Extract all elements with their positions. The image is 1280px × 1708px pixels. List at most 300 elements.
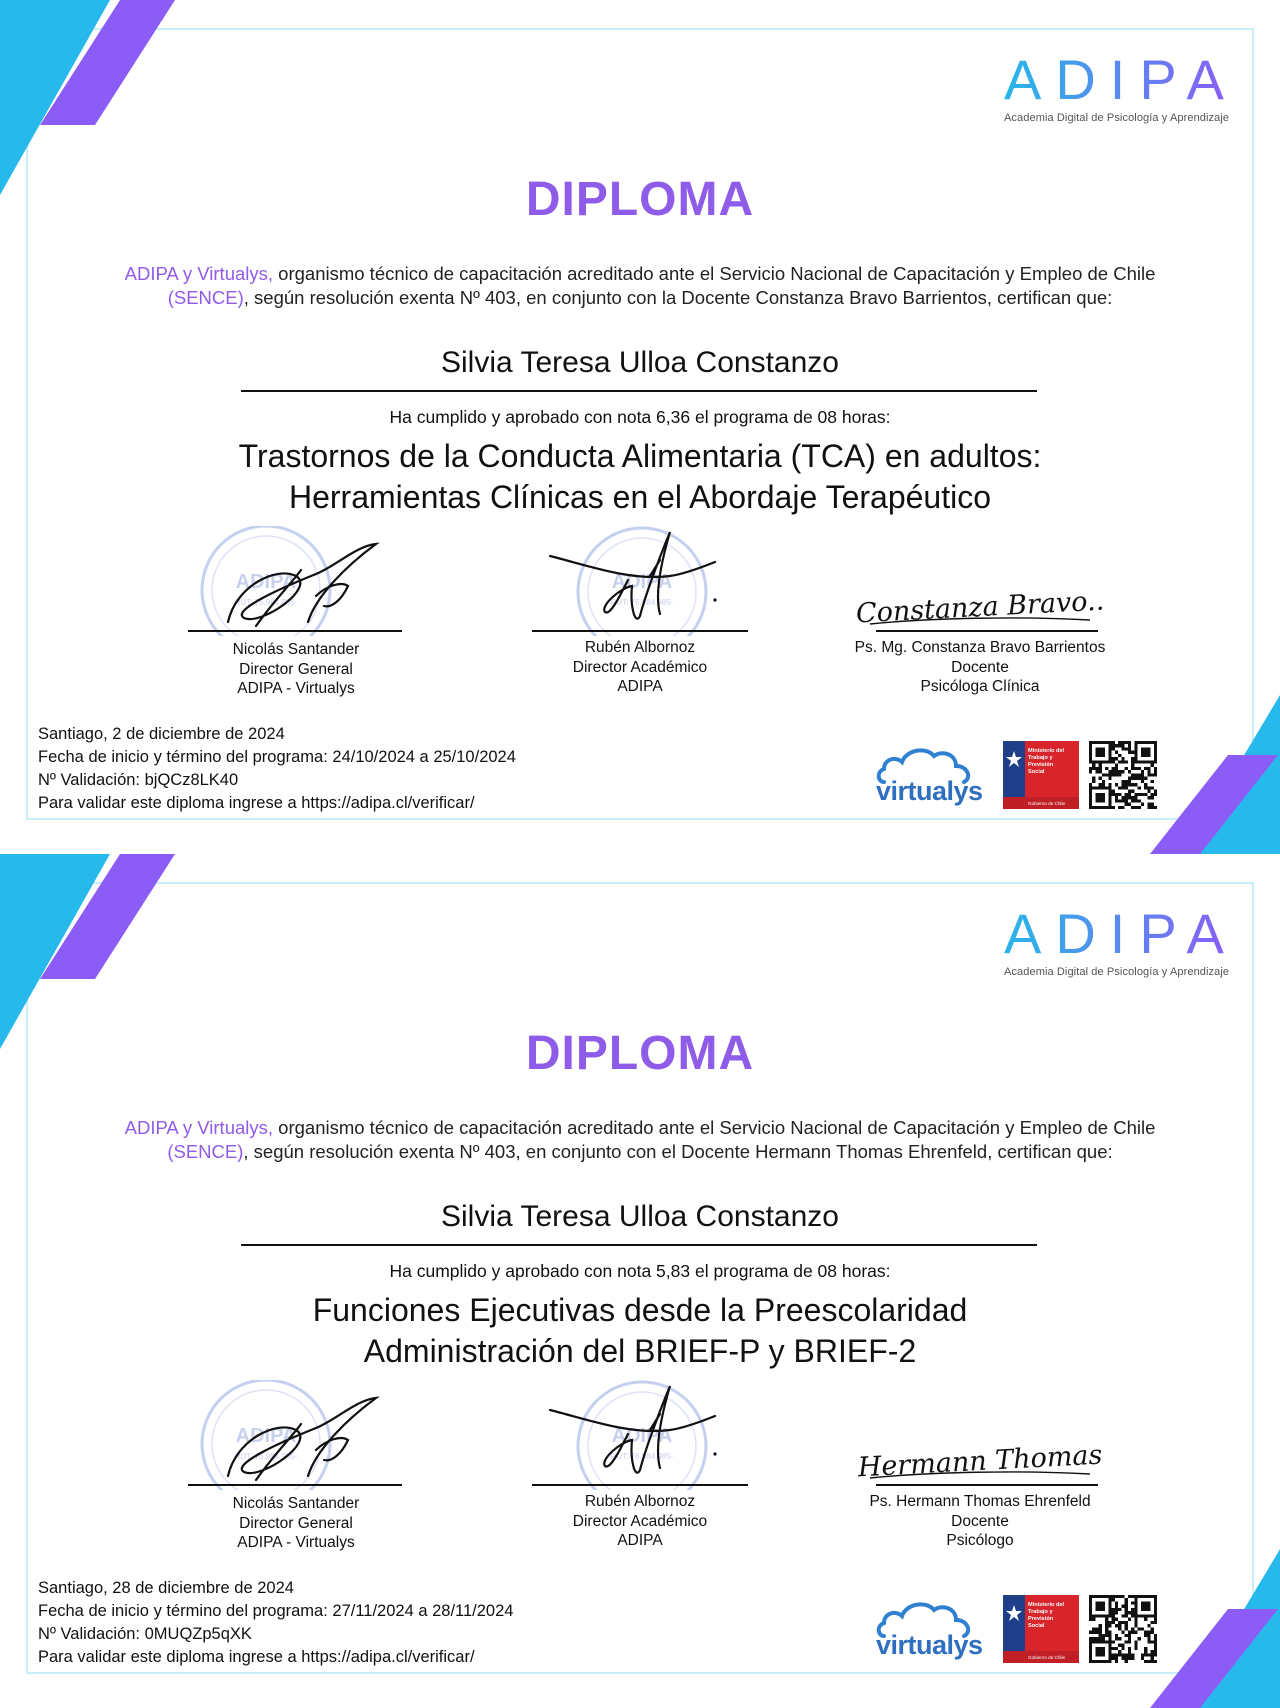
qr-module [1112,1598,1115,1601]
gobierno-de-chile-logo [1003,741,1079,809]
qr-module [1112,1653,1115,1656]
qr-module [1128,1650,1131,1653]
qr-module [1102,741,1105,744]
qr-module [1154,1595,1157,1598]
qr-module [1102,799,1105,802]
qr-module [1125,793,1128,796]
qr-module [1112,1657,1115,1660]
qr-module [1092,1660,1095,1663]
qr-module [1095,1614,1098,1617]
qr-module [1089,1653,1092,1656]
qr-module [1118,1650,1121,1653]
qr-module [1089,1657,1092,1660]
qr-module [1108,790,1111,793]
qr-module [1118,741,1121,744]
qr-module [1108,770,1111,773]
qr-module [1144,741,1147,744]
qr-module [1092,1640,1095,1643]
qr-module [1131,1631,1134,1634]
qr-module [1115,796,1118,799]
qr-module [1141,777,1144,780]
qr-module [1089,1598,1092,1601]
grade-suffix: el programa de 08 horas: [690,407,891,427]
qr-module [1108,760,1111,763]
qr-module [1128,744,1131,747]
qr-module [1092,786,1095,789]
qr-module [1105,1621,1108,1624]
qr-module [1125,760,1128,763]
qr-module [1102,786,1105,789]
qr-module [1138,777,1141,780]
qr-module [1125,741,1128,744]
qr-module [1089,770,1092,773]
qr-module [1099,770,1102,773]
qr-module [1134,744,1137,747]
signatory-2-role: Director Académico [572,658,708,676]
qr-module [1089,790,1092,793]
qr-module [1118,1653,1121,1656]
qr-module [1131,764,1134,767]
qr-module [1105,1640,1108,1643]
qr-module [1095,754,1098,757]
grade-value: 5,83 [656,1261,691,1281]
qr-module [1151,1595,1154,1598]
qr-module [1147,803,1150,806]
qr-module [1095,793,1098,796]
qr-module [1131,1611,1134,1614]
qr-module [1099,760,1102,763]
qr-module [1108,1624,1111,1627]
qr-module [1144,1595,1147,1598]
qr-module [1102,780,1105,783]
qr-module [1102,1647,1105,1650]
qr-module [1144,1614,1147,1617]
qr-module [1118,754,1121,757]
qr-module [1128,1611,1131,1614]
stamp-label-1: ADIPA [235,1425,297,1447]
signatory-3-name: Ps. Mg. Constanza Bravo Barrientos [854,639,1106,656]
qr-module [1089,760,1092,763]
qr-module [1118,760,1121,763]
stamp-label-1: ADIPA [235,571,297,593]
qr-module [1105,786,1108,789]
qr-module [1102,1640,1105,1643]
qr-module [1099,1624,1102,1627]
qr-module [1099,1601,1102,1604]
qr-module [1089,747,1092,750]
qr-module [1134,783,1137,786]
qr-module [1105,1627,1108,1630]
signature-rule-1 [188,1484,402,1486]
qr-module [1108,1640,1111,1643]
qr-module [1151,806,1154,809]
qr-module [1108,754,1111,757]
qr-module [1102,747,1105,750]
corner-decoration-top-left [0,854,230,1054]
qr-module [1108,744,1111,747]
qr-module [1154,806,1157,809]
gov-line-1: Ministerio del [1028,1602,1065,1608]
qr-module [1105,1595,1108,1598]
qr-module [1125,780,1128,783]
qr-module [1105,1660,1108,1663]
qr-module [1131,777,1134,780]
qr-module [1128,747,1131,750]
qr-module [1147,796,1150,799]
qr-module [1112,747,1115,750]
qr-module [1099,796,1102,799]
signatory-1-role: Director General [239,1514,353,1532]
qr-module [1138,793,1141,796]
qr-module [1141,803,1144,806]
qr-module [1131,1627,1134,1630]
qr-module [1115,751,1118,754]
qr-module [1134,1621,1137,1624]
student-name: Silvia Teresa Ulloa Constanzo [441,1200,839,1233]
qr-module [1147,773,1150,776]
qr-code-icon[interactable] [1089,1595,1157,1663]
footer-place-date: Santiago, 2 de diciembre de 2024 [38,725,285,743]
stamp-rut-1: RUT: 76.984.985- [234,598,298,607]
signatory-2-name: Rubén Albornoz [584,1493,696,1510]
intro-sence: (SENCE) [167,1141,244,1162]
signature-rule-2 [532,630,748,632]
qr-module [1118,1627,1121,1630]
qr-module [1125,799,1128,802]
qr-module [1121,1653,1124,1656]
course-title-line-2: Herramientas Clínicas en el Abordaje Terapéutico [288,479,991,515]
qr-module [1154,741,1157,744]
qr-module [1134,1598,1137,1601]
qr-module [1089,1660,1092,1663]
signatory-1-name: Nicolás Santander [232,641,360,658]
qr-module [1108,757,1111,760]
qr-module [1099,1605,1102,1608]
qr-module [1105,760,1108,763]
qr-module [1154,767,1157,770]
qr-module [1131,1614,1134,1617]
qr-module [1147,1595,1150,1598]
qr-module [1112,744,1115,747]
qr-module [1134,773,1137,776]
qr-module [1099,777,1102,780]
qr-module [1095,747,1098,750]
qr-module [1134,757,1137,760]
qr-module [1138,767,1141,770]
logo-wordmark: ADIPA [1004,902,1238,965]
qr-module [1099,1634,1102,1637]
qr-module [1095,741,1098,744]
qr-module [1141,1601,1144,1604]
qr-module [1128,790,1131,793]
intro-text-1: organismo técnico de capacitación acreditado ante el Servicio Nacional de Capacitación y Empleo de Chile [273,1117,1156,1138]
qr-module [1099,1608,1102,1611]
qr-module [1154,744,1157,747]
qr-module [1108,1598,1111,1601]
qr-module [1102,1660,1105,1663]
qr-module [1095,1637,1098,1640]
qr-module [1099,741,1102,744]
qr-module [1147,1660,1150,1663]
qr-module [1128,1647,1131,1650]
signature-rule-2 [532,1484,748,1486]
footer-program-dates: Fecha de inicio y término del programa: 27/11/2024 a 28/11/2024 [38,1602,514,1620]
qr-module [1131,1608,1134,1611]
qr-module [1131,799,1134,802]
qr-module [1108,783,1111,786]
qr-module [1095,786,1098,789]
qr-module [1108,747,1111,750]
qr-module [1102,1614,1105,1617]
qr-module [1118,1644,1121,1647]
qr-module [1151,1653,1154,1656]
qr-module [1147,1631,1150,1634]
qr-module [1108,1611,1111,1614]
qr-module [1092,806,1095,809]
qr-module [1134,806,1137,809]
qr-module [1134,1647,1137,1650]
qr-module [1134,1618,1137,1621]
qr-module [1089,744,1092,747]
qr-module [1115,783,1118,786]
qr-module [1144,754,1147,757]
qr-module [1138,1614,1141,1617]
gov-line-2: Trabajo y [1028,755,1053,761]
qr-module [1089,1595,1092,1598]
qr-module [1102,1608,1105,1611]
qr-module [1105,1634,1108,1637]
gov-line-4: Social [1028,1623,1045,1629]
qr-module [1089,786,1092,789]
qr-module [1134,747,1137,750]
footer-program-dates: Fecha de inicio y término del programa: 24/10/2024 a 25/10/2024 [38,748,516,766]
qr-module [1092,1595,1095,1598]
qr-module [1147,1637,1150,1640]
qr-module [1121,747,1124,750]
qr-module [1144,783,1147,786]
qr-module [1128,1631,1131,1634]
qr-module [1151,760,1154,763]
qr-module [1108,1644,1111,1647]
student-name-rule [241,390,1037,392]
qr-module [1138,806,1141,809]
qr-module [1089,1640,1092,1643]
qr-module [1125,1608,1128,1611]
qr-module [1154,760,1157,763]
qr-module [1134,793,1137,796]
stamp-rut-2: RUT: 76.984.985- [610,598,674,607]
qr-module [1125,1627,1128,1630]
qr-module [1102,796,1105,799]
signatory-1-org: ADIPA - Virtualys [237,680,355,697]
intro-text-1: organismo técnico de capacitación acreditado ante el Servicio Nacional de Capacitación y Empleo de Chile [273,263,1156,284]
qr-module [1154,757,1157,760]
qr-module [1147,747,1150,750]
qr-module [1095,1605,1098,1608]
qr-module [1131,796,1134,799]
signatory-1-name: Nicolás Santander [232,1495,360,1512]
qr-module [1105,767,1108,770]
qr-module [1128,1653,1131,1656]
qr-module [1105,773,1108,776]
signatory-2-role: Director Académico [572,1512,708,1530]
qr-module [1108,1634,1111,1637]
qr-module [1105,741,1108,744]
qr-module [1112,806,1115,809]
qr-module [1102,1595,1105,1598]
qr-module [1134,751,1137,754]
qr-module [1125,796,1128,799]
qr-module [1154,1598,1157,1601]
qr-module [1121,796,1124,799]
logo-subtitle: Academia Digital de Psicología y Aprendizaje [1004,112,1230,124]
qr-module [1154,1601,1157,1604]
intro-org: ADIPA y Virtualys, [124,1117,274,1138]
qr-module [1108,1653,1111,1656]
qr-module [1121,744,1124,747]
qr-module [1095,751,1098,754]
qr-module [1092,1627,1095,1630]
qr-module [1141,793,1144,796]
qr-module [1102,1601,1105,1604]
qr-module [1089,1644,1092,1647]
qr-module [1108,741,1111,744]
course-title [0,1290,1280,1372]
qr-module [1147,767,1150,770]
grade-value: 6,36 [656,407,691,427]
qr-module [1089,1631,1092,1634]
qr-module [1099,754,1102,757]
qr-module [1115,757,1118,760]
qr-code-icon[interactable] [1089,741,1157,809]
qr-module [1099,767,1102,770]
qr-module [1141,747,1144,750]
footer-verify-url[interactable]: Para validar este diploma ingrese a https://adipa.cl/verificar/ [38,1648,475,1666]
qr-module [1089,1650,1092,1653]
qr-module [1115,764,1118,767]
footer-info [38,723,516,815]
virtualys-wordmark: virtualys [876,776,983,806]
signatory-3-text [840,638,1120,697]
qr-module [1089,757,1092,760]
qr-module [1134,760,1137,763]
adipa-logo [1004,902,1238,978]
qr-module [1102,1634,1105,1637]
qr-module [1102,773,1105,776]
qr-module [1144,760,1147,763]
qr-module [1089,1637,1092,1640]
qr-module [1125,1624,1128,1627]
qr-module [1105,1631,1108,1634]
signature-rule-3 [876,1484,1098,1486]
intro-text-2: , según resolución exenta Nº 403, en conjunto con la Docente Constanza Bravo Barrientos, certifican que: [243,287,1113,308]
qr-module [1128,1618,1131,1621]
qr-module [1092,764,1095,767]
qr-module [1128,741,1131,744]
qr-module [1112,1647,1115,1650]
qr-module [1099,793,1102,796]
qr-module [1089,1601,1092,1604]
qr-module [1144,1601,1147,1604]
qr-module [1095,760,1098,763]
signatory-1-text [166,640,426,699]
qr-module [1154,770,1157,773]
qr-module [1125,803,1128,806]
signatory-1-text [166,1494,426,1553]
qr-module [1134,1624,1137,1627]
qr-module [1121,806,1124,809]
qr-module [1115,1608,1118,1611]
qr-module [1125,1605,1128,1608]
logo-wordmark: ADIPA [1004,48,1238,111]
qr-module [1102,760,1105,763]
signature-stamp-1 [166,1380,426,1490]
signatory-3-name: Ps. Hermann Thomas Ehrenfeld [869,1493,1091,1510]
qr-module [1131,783,1134,786]
qr-module [1099,806,1102,809]
qr-module [1125,1653,1128,1656]
qr-module [1134,1631,1137,1634]
qr-module [1108,793,1111,796]
qr-module [1115,1595,1118,1598]
qr-module [1108,751,1111,754]
adipa-logo [1004,48,1238,124]
qr-module [1118,1637,1121,1640]
qr-module [1102,1653,1105,1656]
qr-module [1115,1653,1118,1656]
qr-module [1102,793,1105,796]
qr-module [1141,1653,1144,1656]
qr-module [1115,1624,1118,1627]
qr-module [1154,1611,1157,1614]
qr-module [1154,793,1157,796]
qr-module [1095,1627,1098,1630]
qr-module [1144,1650,1147,1653]
footer-validation-code: Nº Validación: 0MUQZp5qXK [38,1625,252,1643]
qr-module [1128,1640,1131,1643]
qr-module [1099,1627,1102,1630]
qr-module [1141,751,1144,754]
qr-module [1089,1608,1092,1611]
qr-module [1151,1650,1154,1653]
qr-module [1128,751,1131,754]
qr-module [1092,767,1095,770]
qr-module [1141,754,1144,757]
qr-module [1138,799,1141,802]
qr-module [1147,1605,1150,1608]
qr-module [1089,793,1092,796]
qr-module [1092,1631,1095,1634]
qr-module [1151,1621,1154,1624]
qr-module [1131,1601,1134,1604]
footer-verify-url[interactable]: Para validar este diploma ingrese a https://adipa.cl/verificar/ [38,794,475,812]
qr-module [1151,803,1154,806]
qr-module [1125,1657,1128,1660]
qr-module [1125,1614,1128,1617]
footer-info [38,1577,513,1669]
signature-stamp-2 [510,526,770,636]
qr-module [1128,1637,1131,1640]
qr-module [1121,1657,1124,1660]
qr-module [1154,1608,1157,1611]
qr-module [1147,741,1150,744]
qr-module [1112,1618,1115,1621]
qr-module [1108,796,1111,799]
qr-module [1125,1621,1128,1624]
qr-module [1154,1621,1157,1624]
qr-module [1144,1647,1147,1650]
qr-module [1092,1614,1095,1617]
